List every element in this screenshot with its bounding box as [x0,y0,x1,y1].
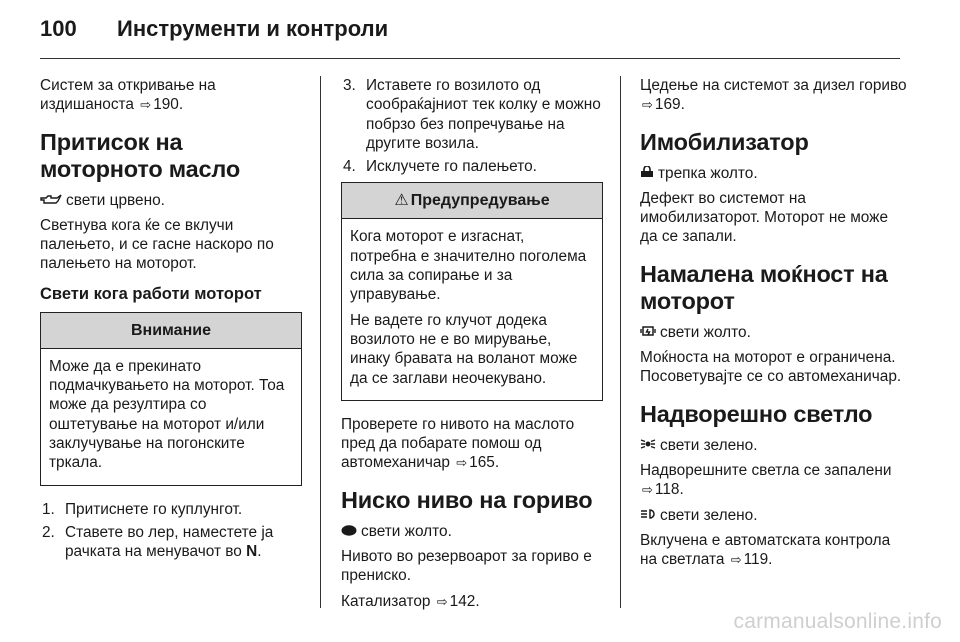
auto-light-icon [640,506,656,525]
page-header [0,0,960,58]
exterior-light-indicator-line: свети зелено. [640,436,908,455]
warning-title: ⚠ Предупредување [342,183,602,219]
page-reference[interactable]: 118. [654,481,684,499]
exterior-light-description: Надворешните светла се запалени ⇨ 118. [640,461,892,499]
reference-arrow-icon: ⇨ [436,593,448,609]
neutral-gear-symbol: N [246,543,258,561]
diesel-paragraph: Цедење на системот за дизел гориво ⇨ 169. [640,77,907,114]
reference-arrow-icon: ⇨ [642,482,653,498]
page-reference[interactable]: 169. [654,96,685,114]
running-title: Инструменти и контроли [117,16,389,41]
header-rule [40,58,900,59]
column-1 [40,76,302,567]
immobilizer-description: Дефект во системот на имобилизаторот. Моторот не може да се запали. [640,189,889,246]
heading-oil-pressure: Притисок на моторното масло [40,128,240,182]
intro-paragraph: Систем за откривање на издишаноста ⇨ 190. [40,77,216,114]
oil-description: Светнува кога ќе се вклучи палењето, и се гасне наскоро по палењето на моторот. [40,216,274,273]
fuel-indicator-icon [341,522,357,541]
page-reference[interactable]: 119. [743,551,773,569]
caution-title: Внимание [41,313,301,349]
caution-text: Може да е прекинато подмачкувањето на моторот. Тоа може да резултира со оштетување на моторот и/или заклучување на погонските тркала. [49,357,285,472]
warning-paragraph-1: Кога моторот е изгаснат, потребна е значително поголема сила за сопирање и за управување. [350,228,587,304]
immobilizer-indicator-line: трепка жолто. [640,164,908,183]
catalyst-paragraph: Катализатор ⇨ 142. [341,592,480,610]
page-reference[interactable]: 142. [449,592,480,610]
heading-reduced-power: Намалена моќност на моторот [640,260,888,314]
list-item: 3. Иставете го возилото од сообраќајниот тек колку е можно побрзо без попречување на другите возила. [343,77,601,152]
column-divider-2 [620,76,621,608]
page-reference[interactable]: 190. [153,96,184,114]
watermark: carmanualsonline.info [733,610,942,633]
reference-arrow-icon: ⇨ [456,455,468,471]
page-number: 100 [40,16,77,41]
warning-paragraph-2: Не вадете го клучот додека возилото не е во мирување, инаку бравата на воланот може да се заглави неочекувано. [350,311,578,387]
column-2 [341,76,603,617]
reference-arrow-icon: ⇨ [140,97,152,113]
oil-can-icon [40,191,62,210]
power-indicator-line: свети жолто. [640,323,908,342]
reference-arrow-icon: ⇨ [730,552,742,568]
list-item: 2. Ставете во лер, наместете ја рачката на менувачот во N. [42,523,274,561]
fuel-description: Нивото во резервоарот за гориво е прениско. [341,548,592,585]
list-item: 1. Притиснете го куплунгот. [42,500,243,518]
list-item: 4. Исклучете го палењето. [343,158,537,176]
auto-light-description: Вклучена е автоматската контрола на светлата ⇨ 119. [640,531,891,569]
steps-list-1 [40,500,302,562]
heading-exterior-light: Надворешно светло [640,400,873,427]
column-divider-1 [320,76,321,608]
exterior-light-icon [640,436,656,455]
caution-box [40,312,302,486]
heading-immobilizer: Имобилизатор [640,128,809,155]
reference-arrow-icon: ⇨ [642,97,653,113]
heading-engine-running: Свети кога работи моторот [40,284,262,303]
power-description: Моќноста на моторот е ограничена. Посоветувајте се со автомеханичар. [640,349,902,386]
oil-indicator-line: свети црвено. [40,191,302,210]
immobilizer-icon [640,164,654,183]
fuel-indicator-line: свети жолто. [341,522,603,541]
engine-power-icon [640,323,656,342]
warning-box [341,182,603,400]
check-oil-paragraph: Проверете го нивото на маслото пред да побарате помош од автомеханичар ⇨ 165. [341,415,575,472]
warning-icon: ⚠ [394,192,409,210]
auto-light-indicator-line: свети зелено. [640,506,908,525]
page-reference[interactable]: 165. [469,454,500,472]
heading-low-fuel: Ниско ниво на гориво [341,486,593,513]
column-3 [640,76,908,575]
steps-list-2 [341,76,603,176]
